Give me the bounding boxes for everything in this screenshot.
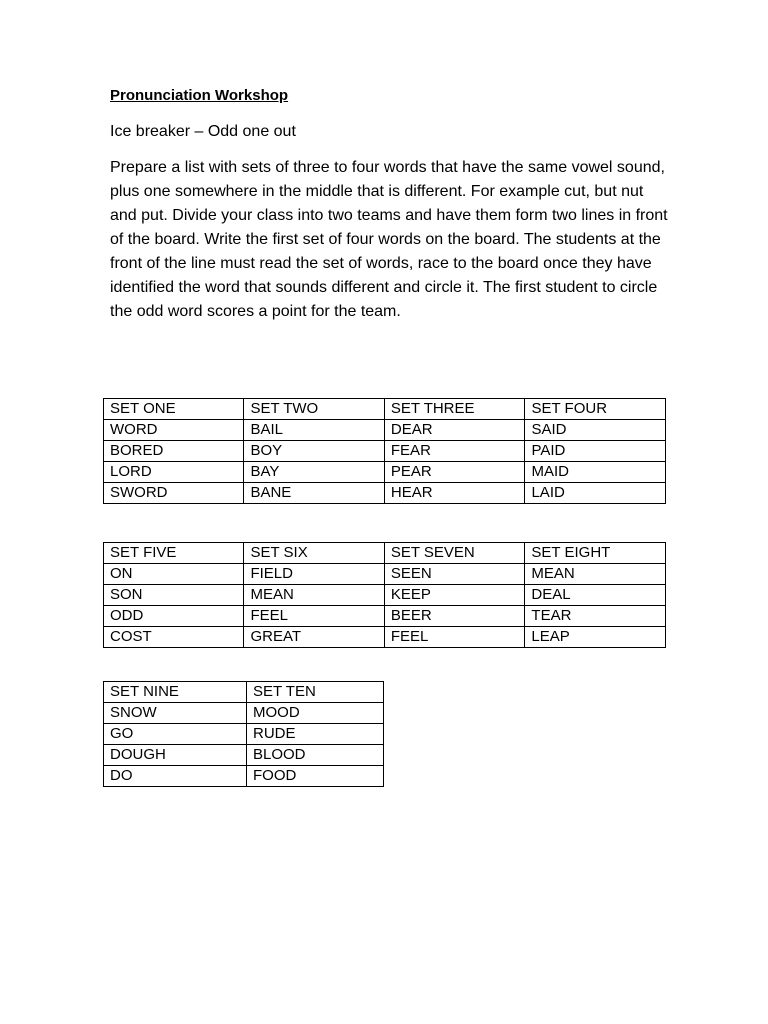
table-cell: SNOW bbox=[104, 703, 247, 724]
table-cell: SWORD bbox=[104, 483, 244, 504]
table-cell: GO bbox=[104, 724, 247, 745]
table-cell: RUDE bbox=[247, 724, 384, 745]
instructions-paragraph: Prepare a list with sets of three to four words that have the same vowel sound, plus one somewhere in the middle that is different. For example cut, but nut and put. Divide your class into two teams and have them form two lines in front of the board. Write the first set of four words on the board. The students at the front of the line must read the set of words, race to the board once they have identified the word that sounds different and circle it. The first student to circle the odd word scores a point for the team. bbox=[110, 159, 668, 320]
table-row bbox=[104, 441, 666, 462]
table-header-cell: SET SIX bbox=[244, 543, 384, 564]
word-sets-table-3 bbox=[103, 681, 384, 787]
table-cell: PEAR bbox=[384, 462, 525, 483]
table-cell: BLOOD bbox=[247, 745, 384, 766]
table-cell: MAID bbox=[525, 462, 666, 483]
table-cell: BANE bbox=[244, 483, 384, 504]
table-cell: FEAR bbox=[384, 441, 525, 462]
table-row bbox=[104, 745, 384, 766]
table-header-cell: SET FOUR bbox=[525, 399, 666, 420]
table-header-row bbox=[104, 399, 666, 420]
table-cell: ON bbox=[104, 564, 244, 585]
table-cell: BAIL bbox=[244, 420, 384, 441]
table-cell: PAID bbox=[525, 441, 666, 462]
table-cell: COST bbox=[104, 627, 244, 648]
table-cell: FIELD bbox=[244, 564, 384, 585]
table-cell: FEEL bbox=[384, 627, 525, 648]
table-row bbox=[104, 564, 666, 585]
table-cell: FEEL bbox=[244, 606, 384, 627]
table-cell: MEAN bbox=[525, 564, 666, 585]
table-header-cell: SET EIGHT bbox=[525, 543, 666, 564]
table-header-cell: SET THREE bbox=[384, 399, 525, 420]
table-row bbox=[104, 585, 666, 606]
table-header-cell: SET TWO bbox=[244, 399, 384, 420]
table-cell: DOUGH bbox=[104, 745, 247, 766]
table-cell: LORD bbox=[104, 462, 244, 483]
table-header-cell: SET SEVEN bbox=[384, 543, 525, 564]
table-cell: MEAN bbox=[244, 585, 384, 606]
table-cell: HEAR bbox=[384, 483, 525, 504]
word-sets-table-1 bbox=[103, 398, 666, 504]
table-cell: FOOD bbox=[247, 766, 384, 787]
table-cell: BEER bbox=[384, 606, 525, 627]
document-subtitle: Ice breaker – Odd one out bbox=[110, 123, 296, 140]
table-cell: GREAT bbox=[244, 627, 384, 648]
table-cell: ODD bbox=[104, 606, 244, 627]
document-title: Pronunciation Workshop bbox=[110, 87, 289, 104]
table-header-cell: SET TEN bbox=[247, 682, 384, 703]
table-header-cell: SET FIVE bbox=[104, 543, 244, 564]
word-sets-table-2 bbox=[103, 542, 666, 648]
table-cell: SON bbox=[104, 585, 244, 606]
table-cell: LEAP bbox=[525, 627, 666, 648]
table-row bbox=[104, 606, 666, 627]
table-cell: DO bbox=[104, 766, 247, 787]
table-row bbox=[104, 703, 384, 724]
table-cell: LAID bbox=[525, 483, 666, 504]
table-cell: BOY bbox=[244, 441, 384, 462]
table-row bbox=[104, 483, 666, 504]
table-row bbox=[104, 766, 384, 787]
table-cell: WORD bbox=[104, 420, 244, 441]
table-header-row bbox=[104, 682, 384, 703]
table-header-cell: SET NINE bbox=[104, 682, 247, 703]
table-cell: SAID bbox=[525, 420, 666, 441]
table-row bbox=[104, 627, 666, 648]
table-header-cell: SET ONE bbox=[104, 399, 244, 420]
table-cell: BAY bbox=[244, 462, 384, 483]
table-cell: DEAR bbox=[384, 420, 525, 441]
table-cell: DEAL bbox=[525, 585, 666, 606]
table-cell: TEAR bbox=[525, 606, 666, 627]
table-header-row bbox=[104, 543, 666, 564]
table-row bbox=[104, 724, 384, 745]
table-row bbox=[104, 462, 666, 483]
table-row bbox=[104, 420, 666, 441]
table-cell: MOOD bbox=[247, 703, 384, 724]
table-cell: BORED bbox=[104, 441, 244, 462]
table-cell: SEEN bbox=[384, 564, 525, 585]
table-cell: KEEP bbox=[384, 585, 525, 606]
